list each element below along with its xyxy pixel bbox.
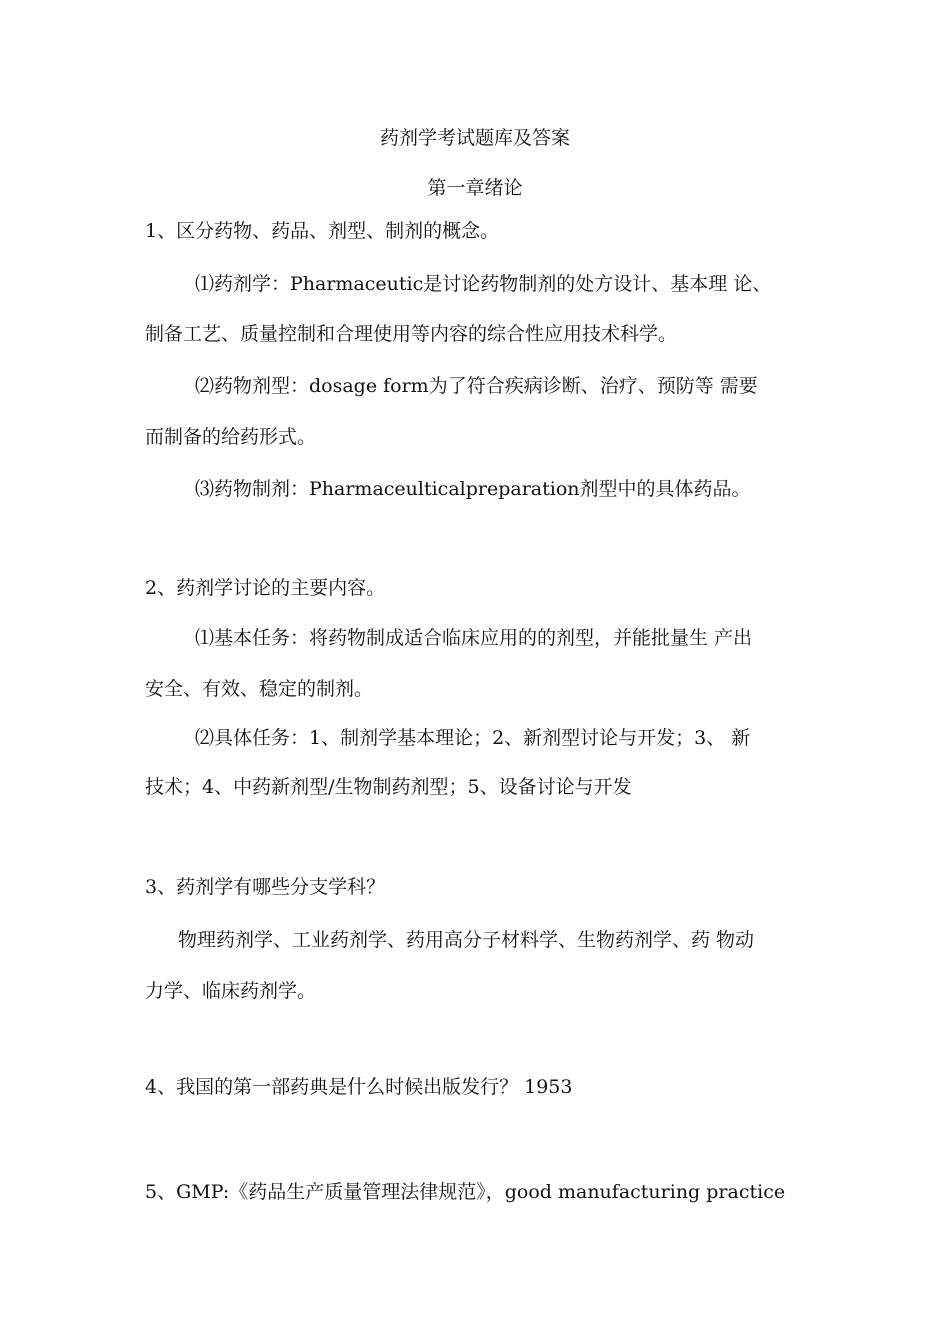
answer-3-line2: 力学、临床药剂学。 — [145, 980, 317, 1002]
answer-1-2-line1: ⑵药物剂型：dosage form为了符合疾病诊断、治疗、预防等 需要 — [195, 375, 758, 397]
question-3: 3、药剂学有哪些分支学科？ — [145, 876, 386, 898]
answer-2-2-line2: 技术；4、中药新剂型/生物制药剂型；5、设备讨论与开发 — [145, 776, 632, 798]
question-4: 4、我国的第一部药典是什么时候出版发行？ 1953 — [145, 1076, 573, 1098]
question-1: 1、区分药物、药品、剂型、制剂的概念。 — [145, 220, 500, 242]
answer-3-line1: 物理药剂学、工业药剂学、药用高分子材料学、生物药剂学、药 物动 — [178, 929, 755, 951]
answer-1-1-line1: ⑴药剂学：Pharmaceutic是讨论药物制剂的处方设计、基本理 论、 — [195, 273, 772, 295]
answer-1-2-line2: 而制备的给药形式。 — [145, 426, 317, 448]
question-5: 5、GMP:《药品生产质量管理法律规范》，good manufacturing practice — [145, 1181, 786, 1203]
answer-2-1-line2: 安全、有效、稳定的制剂。 — [145, 678, 374, 700]
answer-1-3-line1: ⑶药物制剂：Pharmaceulticalpreparation剂型中的具体药品。 — [195, 478, 751, 500]
answer-2-1-line1: ⑴基本任务：将药物制成适合临床应用的的剂型，并能批量生 产出 — [195, 627, 753, 649]
answer-1-1-line2: 制备工艺、质量控制和合理使用等内容的综合性应用技术科学。 — [145, 323, 678, 345]
chapter-heading: 第一章绪论 — [427, 177, 523, 199]
answer-2-2-line1: ⑵具体任务：1、制剂学基本理论；2、新剂型讨论与开发；3、 新 — [195, 727, 751, 749]
question-2: 2、药剂学讨论的主要内容。 — [145, 577, 386, 599]
document-title: 药剂学考试题库及答案 — [379, 127, 570, 149]
